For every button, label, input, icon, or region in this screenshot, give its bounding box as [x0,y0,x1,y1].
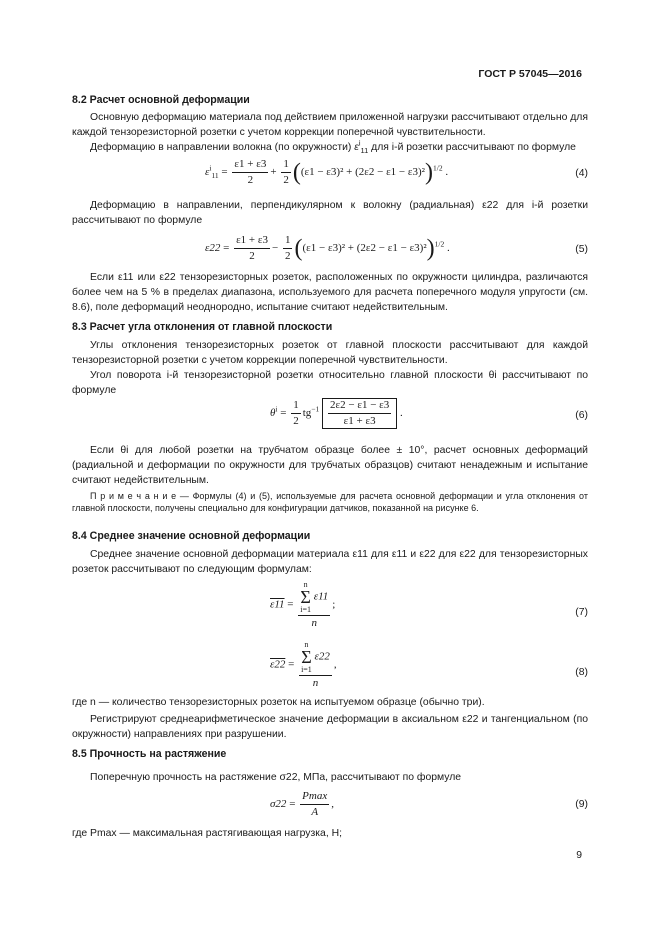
document-header: ГОСТ Р 57045—2016 [478,68,582,80]
paragraph: Угол поворота i-й тензорезисторной розетки относительно главной плоскости θi рассчитывают по формуле [72,370,588,396]
formula-5: ε22 = $\frac{\varepsilon 1 + \varepsilon 3}{2}$ − $\frac{1}{2}$ $((\varepsilon 1 - \varepsilon 3)^2 + (2\varepsilon 2 - \varepsilon 1 - \varepsilon 3)^2)^{1/2}$ . [205,234,450,262]
paragraph: Деформацию в направлении, перпендикулярном к волокну (радиальная) ε22 для i-й розетки рассчитывают по формуле [72,200,588,226]
section-heading-8-4: 8.4 Среднее значение основной деформации [72,530,311,542]
page-number: 9 [576,850,582,861]
paragraph: Деформацию в направлении волокна (по окружности) $\varepsilon^i_{11}$ для i-й розетки рассчитывают по формуле [90,138,576,156]
paragraph: Углы отклонения тензорезисторных розеток от главной плоскости рассчитывают для каждой тензорезисторной розетки с учетом коррекции поперечной чувствительности. [72,340,588,366]
paragraph: Если θi для любой розетки на трубчатом образце более ± 10°, расчет основных деформаций (радиальной и деформации по окружности для трубчатых образцов) считают ненадежным и испытание считают недействительным. [72,445,588,486]
paragraph: Регистрируют среднеарифметическое значение деформации в аксиальном ε22 и тангенциальном (по окружности) направлениях при разрушении. [72,714,588,740]
paragraph: Основную деформацию материала под действием приложенной нагрузки рассчитывают отдельно для каждой тензорезисторной розетки с учетом коррекции поперечной чувствительности. [72,112,588,138]
equation-number: (5) [575,244,588,255]
formula-8: ε22 = n Σ i=1 ε22 n , [270,640,337,689]
formula-7: ε11 = n Σ i=1 ε11 n ; [270,580,336,629]
formula-4: $\varepsilon^i_{11}$ = $\frac{\varepsilon 1 + \varepsilon 3}{2}$ + $\frac{1}{2}$ $((\varepsilon 1 - \varepsilon 3)^2 + (2\varepsilon 2 - \varepsilon 1 - \varepsilon 3)^2)^{1/2}$ . [205,158,449,186]
section-heading-8-3: 8.3 Расчет угла отклонения от главной плоскости [72,321,333,333]
formula-6: $\theta^i$ = $\frac{1}{2}$ $tg^{-1}$ $\frac{2\varepsilon 2 - \varepsilon 1 - \varepsilon 3}{\varepsilon 1 + \varepsilon 3}$ . [270,399,403,427]
section-heading-8-5: 8.5 Прочность на растяжение [72,748,227,760]
paragraph: Поперечную прочность на растяжение σ22, МПа, рассчитывают по формуле [90,772,462,783]
equation-number: (9) [575,799,588,810]
equation-number: (4) [575,168,588,179]
equation-number: (8) [575,667,588,678]
paragraph: Если ε11 или ε22 тензорезисторных розеток, расположенных по окружности цилиндра, различаются более чем на 5 % в пределах диапазона, используемого для расчета поперечного модуля упругости (см. 8.6), поле деформаций неоднородно, испытание считают недействительным. [72,272,588,313]
paragraph: Среднее значение основной деформации материала ε11 для ε11 и ε22 для ε22 для тензорезисторных розеток рассчитывают по следующим формулам: [72,549,588,575]
paragraph: где Pmax — максимальная растягивающая нагрузка, Н; [72,828,342,839]
formula-9: σ22 = $\frac{Pmax}{A}$ , [270,790,334,818]
section-heading-8-2: 8.2 Расчет основной деформации [72,94,250,106]
equation-number: (6) [575,410,588,421]
paragraph: где n — количество тензорезисторных розеток на испытуемом образце (обычно три). [72,697,485,708]
note: П р и м е ч а н и е — Формулы (4) и (5), используемые для расчета основной деформации и угла отклонения от главной плоскости, получены специально для конфигурации датчиков, показанной на рисунке 6. [72,491,588,513]
equation-number: (7) [575,607,588,618]
